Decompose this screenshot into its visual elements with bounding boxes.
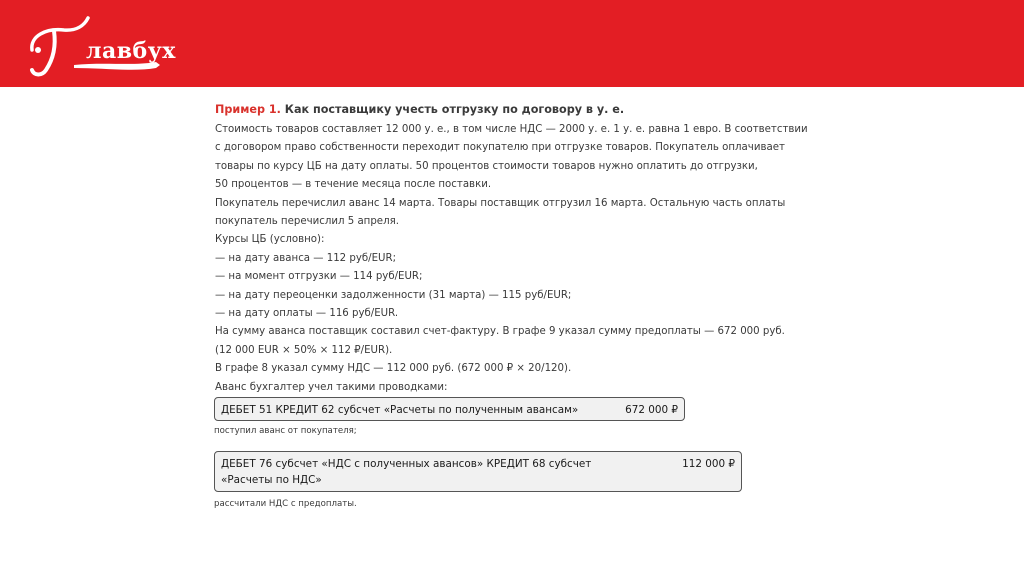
example-line: В графе 8 указал сумму НДС — 112 000 руб. (672 000 ₽ × 20/120). [215,363,572,375]
example-line: На сумму аванса поставщик составил счет-фактуру. В графе 9 указал сумму предоплаты — 672 000 руб. [215,326,785,338]
example-line: — на дату оплаты — 116 руб/EUR. [215,308,399,320]
example-line: покупатель перечислил 5 апреля. [215,216,399,228]
example-line: 50 процентов — в течение месяца после поставки. [215,179,492,191]
logo-text: лавбух [86,38,176,64]
example-line: Курсы ЦБ (условно): [215,234,325,246]
example-line: — на момент отгрузки — 114 руб/EUR; [215,271,423,283]
example-line: Аванс бухгалтер учел такими проводками: [215,381,448,393]
posting-entry-amount: 112 000 ₽ [682,458,735,470]
example-heading-prefix: Пример 1. [215,103,281,116]
posting-entry-amount: 672 000 ₽ [625,404,678,416]
posting-entry-text-line1: ДЕБЕТ 76 субсчет «НДС с полученных авансов» КРЕДИТ 68 субсчет [221,458,592,470]
posting-entry-vat [214,451,742,492]
example-line: Покупатель перечислил аванс 14 марта. Товары поставщик отгрузил 16 марта. Остальную часть оплаты [215,197,786,209]
example-line: с договором право собственности переходит покупателю при отгрузке товаров. Покупатель оплачивает [215,142,785,154]
glavbukh-logo [24,10,174,80]
example-line: Стоимость товаров составляет 12 000 у. е., в том числе НДС — 2000 у. е. 1 у. е. равна 1 евро. В соответствии [215,124,808,135]
posting-entry-text: ДЕБЕТ 51 КРЕДИТ 62 субсчет «Расчеты по полученным авансам» [221,404,579,416]
example-line: (12 000 EUR × 50% × 112 ₽/EUR). [215,344,393,356]
example-heading-text: Как поставщику учесть отгрузку по договору в у. е. [284,103,625,116]
example-line: — на дату аванса — 112 руб/EUR; [215,252,397,264]
example-block [215,101,808,397]
posting-entry-advance [214,397,685,421]
posting-entry-note: рассчитали НДС с предоплаты. [214,499,357,509]
header-bar [0,0,1024,87]
example-heading [215,101,775,119]
posting-entry-note: поступил аванс от покупателя; [214,426,357,436]
example-line: — на дату переоценки задолженности (31 марта) — 115 руб/EUR; [215,289,572,301]
posting-entry-text [221,456,591,488]
example-line: товары по курсу ЦБ на дату оплаты. 50 процентов стоимости товаров нужно оплатить до отгрузки, [215,160,758,172]
posting-entry-text-line2: «Расчеты по НДС» [221,474,322,486]
